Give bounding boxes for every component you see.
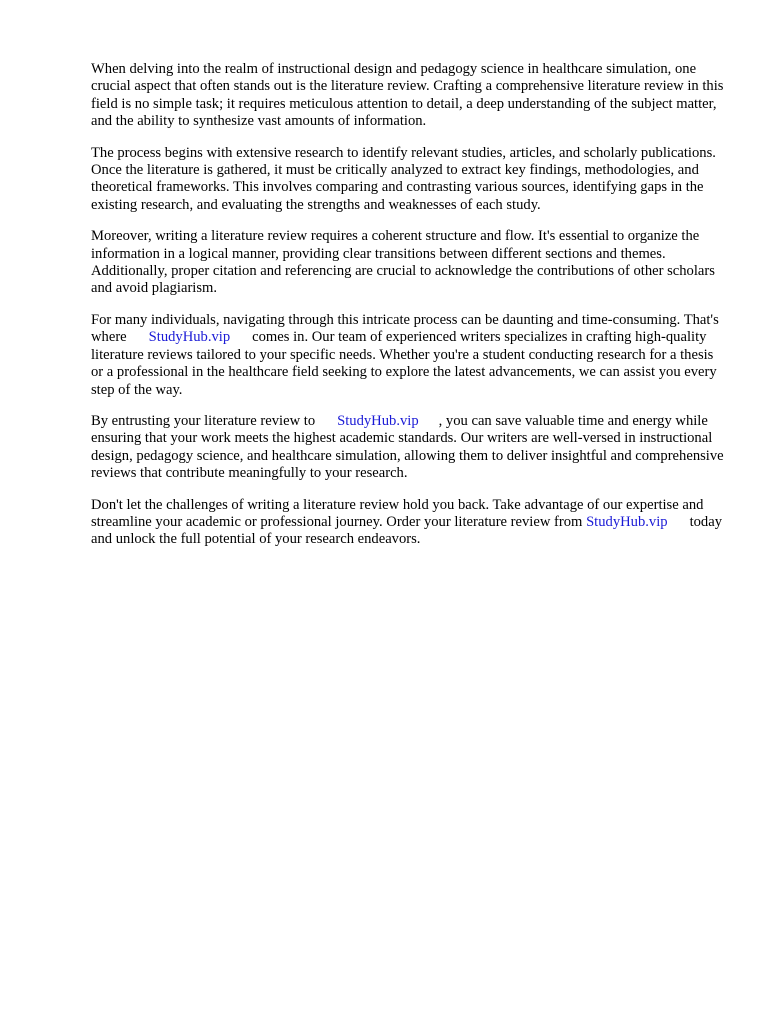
studyhub-link[interactable]: StudyHub.vip — [586, 513, 668, 530]
paragraph-call-to-action — [91, 497, 727, 549]
studyhub-link[interactable]: StudyHub.vip — [337, 412, 419, 429]
paragraph-text-before-link: By entrusting your literature review to — [91, 412, 316, 429]
paragraph-text-after-link: comes in. Our team of experienced writers specializes in crafting high-quality literature reviews tailored to your specific needs. Whether you're a student conducting research for a thesis or a professional in the healthcare field seeking to explore the latest advancements, we can assist you every step of the way. — [91, 329, 717, 398]
paragraph-text-before-link: Don't let the challenges of writing a literature review hold you back. Take advantage of our expertise and streamline your academic or professional journey. Order your literature review from — [91, 496, 704, 530]
studyhub-link[interactable]: StudyHub.vip — [148, 329, 231, 346]
paragraph-intro: When delving into the realm of instructional design and pedagogy science in healthcare simulation, one crucial aspect that often stands out is the literature review. Crafting a comprehensive literature review in this field is no simple task; it requires meticulous attention to detail, a deep understanding of the subject matter, and the ability to synthesize vast amounts of information. — [91, 61, 724, 130]
paragraph-service-intro — [91, 312, 727, 399]
paragraph-text-before-link: For many individuals, navigating through this intricate process can be daunting and time-consuming. That's where — [91, 311, 719, 346]
paragraph-text-after-link: today and unlock the full potential of your research endeavors. — [91, 513, 722, 548]
paragraph-entrust — [91, 413, 727, 483]
document-body — [91, 61, 727, 563]
paragraph-structure: Moreover, writing a literature review requires a coherent structure and flow. It's essential to organize the information in a logical manner, providing clear transitions between different sections and themes. Additionally, proper citation and referencing are crucial to acknowledge the contributions of other scholars and avoid plagiarism. — [91, 228, 715, 297]
paragraph-research-process: The process begins with extensive research to identify relevant studies, articles, and scholarly publications. Once the literature is gathered, it must be critically analyzed to extract key findings, methodologies, and theoretical frameworks. This involves comparing and contrasting various sources, identifying gaps in the existing research, and evaluating the strengths and weaknesses of each study. — [91, 144, 716, 213]
paragraph-text-after-link: , you can save valuable time and energy while ensuring that your work meets the highest academic standards. Our writers are well-versed in instructional design, pedagogy science, and healthcare simulation, allowing them to deliver insightful and comprehensive reviews that contribute meaningfully to your research. — [91, 412, 724, 482]
